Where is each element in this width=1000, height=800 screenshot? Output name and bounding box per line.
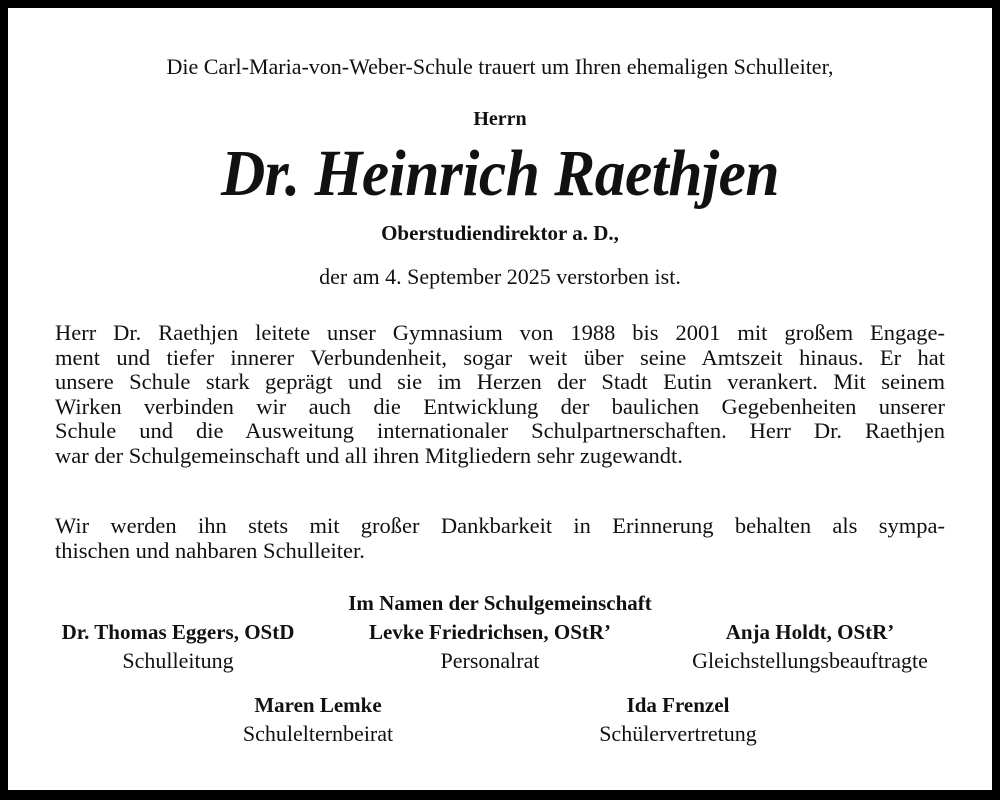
- signatory: [48, 618, 308, 676]
- signatory-role: Gleichstellungsbeauftragte: [692, 648, 928, 673]
- signatory-name: Maren Lemke: [254, 693, 382, 717]
- deceased-title: Oberstudiendirektor a. D.,: [381, 221, 619, 245]
- text-line: Wir werden ihn stets mit großer Dankbarkeit in Erinnerung behalten als sympa-: [55, 513, 945, 538]
- signatory: [660, 618, 960, 676]
- text-line: unsere Schule stark geprägt und sie im Herzen der Stadt Eutin verankert. Mit seinem: [55, 369, 945, 394]
- signatory: [360, 618, 620, 676]
- text-line: Wirken verbinden wir auch die Entwicklung der baulichen Gegebenheiten unserer: [55, 393, 945, 419]
- signatory-role: Schulleitung: [122, 648, 234, 673]
- obituary-notice: [8, 8, 992, 790]
- text-line: ment und tiefer innerer Verbundenheit, sogar weit über seine Amtszeit hinaus. Er hat: [55, 344, 945, 370]
- deceased-name: Dr. Heinrich Raethjen: [220, 137, 780, 210]
- signatory: [558, 691, 798, 749]
- intro-line: Die Carl-Maria-von-Weber-Schule trauert um Ihren ehemaligen Schulleiter,: [166, 54, 834, 79]
- salutation: Herrn: [473, 108, 527, 130]
- death-date-line: der am 4. September 2025 verstorben ist.: [319, 264, 681, 289]
- signatory-name: Anja Holdt, OStR’: [725, 620, 895, 644]
- text-line: Schule und die Ausweitung internationaler Schulpartnerschaften. Herr Dr. Raethjen: [55, 418, 945, 443]
- signatory: [198, 691, 438, 749]
- signatory-role: Schulelternbeirat: [242, 721, 394, 746]
- text-line: Herr Dr. Raethjen leitete unser Gymnasium von 1988 bis 2001 mit großem Engage-: [55, 320, 945, 345]
- signatory-name: Ida Frenzel: [626, 693, 730, 717]
- signatory-name: Dr. Thomas Eggers, OStD: [61, 620, 295, 644]
- closing-paragraph: [55, 514, 945, 563]
- signatory-role: Schülervertretung: [599, 721, 757, 746]
- text-line: war der Schulgemeinschaft und all ihren Mitgliedern sehr zugewandt.: [55, 442, 683, 468]
- signatory-role: Personalrat: [440, 648, 540, 673]
- signature-heading: Im Namen der Schulgemeinschaft: [348, 591, 652, 615]
- signatory-name: Levke Friedrichsen, OStR’: [368, 620, 612, 644]
- tribute-paragraph: [55, 321, 945, 468]
- text-line: thischen und nahbaren Schulleiter.: [55, 537, 365, 563]
